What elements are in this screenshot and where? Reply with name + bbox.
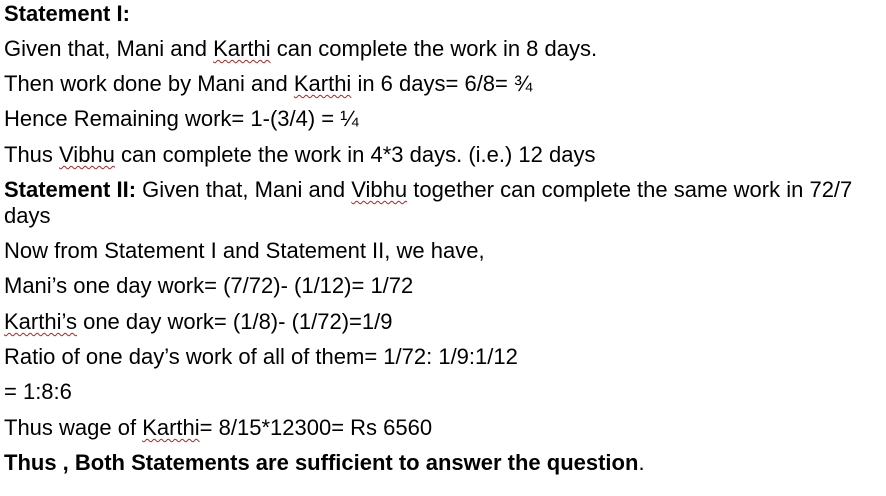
spellcheck-word: Karthi: [293, 71, 352, 96]
text-segment: Thus wage of: [4, 415, 143, 440]
spellcheck-word: Karthi: [142, 415, 200, 440]
statement1-line2: [4, 71, 532, 97]
text-segment: Given that, Mani and: [136, 177, 352, 202]
karthi-one-day-work: [4, 309, 392, 335]
karthi-wage: [4, 415, 432, 441]
spellcheck-word: Karthi: [213, 36, 271, 61]
statement1-line1: [4, 36, 597, 62]
mani-one-day-work: Mani’s one day work= (7/72)- (1/12)= 1/72: [4, 273, 414, 298]
spellcheck-word: Vibhu: [351, 177, 408, 202]
statement1-line4: [4, 142, 595, 168]
conclusion: [4, 450, 645, 476]
statement1-line3: Hence Remaining work= 1-(3/4) = ¼: [4, 106, 359, 131]
statement1-heading: Statement I:: [4, 1, 130, 26]
text-segment: .: [638, 450, 645, 475]
text-segment: Given that, Mani and: [4, 36, 214, 61]
text-segment: = 8/15*12300= Rs 6560: [199, 415, 433, 440]
spellcheck-word: Vibhu: [59, 142, 115, 167]
text-segment: can complete the work in 4*3 days. (i.e.) 12 days: [114, 142, 596, 167]
text-segment: can complete the work in 8 days.: [270, 36, 598, 61]
text-segment: Thus: [4, 142, 60, 167]
text-segment: in 6 days= 6/8= ¾: [351, 71, 533, 96]
statement2-heading: Statement II:: [4, 177, 137, 202]
text-segment: together can complete the same work in 72/7 days: [4, 177, 853, 228]
work-ratio: Ratio of one day’s work of all of them= 1/72: 1/9:1/12: [4, 344, 518, 369]
conclusion-text: Thus , Both Statements are sufficient to answer the question: [4, 450, 639, 475]
statement2-paragraph: [4, 177, 880, 229]
spellcheck-word: Karthi’s: [4, 309, 77, 334]
text-segment: Then work done by Mani and: [4, 71, 294, 96]
work-ratio-simplified: = 1:8:6: [4, 379, 72, 404]
text-segment: one day work= (1/8)- (1/72)=1/9: [76, 309, 393, 334]
solution-intro: Now from Statement I and Statement II, we have,: [4, 238, 485, 263]
